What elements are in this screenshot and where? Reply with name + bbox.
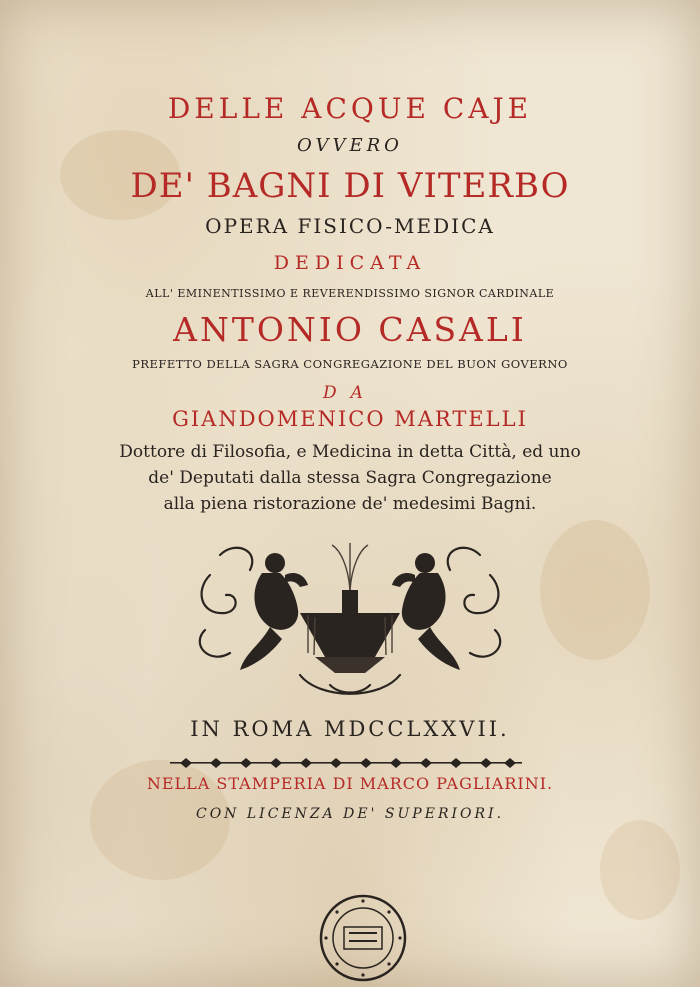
dedicatee-name: ANTONIO CASALI [173, 310, 527, 349]
imprint-printer: NELLA STAMPERIA DI MARCO PAGLIARINI. [146, 774, 554, 793]
subtitle: OPERA FISICO-MEDICA [205, 214, 495, 238]
author-description-line: Dottore di Filosofia, e Medicina in detta Città, ed uno [119, 442, 581, 462]
dedication-heading: DEDICATA [273, 252, 427, 274]
author-description-line: alla piena ristorazione de' medesimi Bagni. [163, 494, 537, 514]
author-preposition: DA [323, 383, 377, 403]
author-name: GIANDOMENICO MARTELLI [172, 407, 528, 431]
dedication-line: ALL' EMINENTISSIMO E REVERENDISSIMO SIGNOR CARDINALE [145, 287, 555, 300]
ornament-rule-icon [170, 757, 522, 769]
foxing-stain [540, 520, 650, 660]
dedicatee-office: PREFETTO DELLA SAGRA CONGREGAZIONE DEL BUON GOVERNO [132, 357, 568, 371]
library-stamp-icon [318, 893, 408, 983]
foxing-stain [600, 820, 680, 920]
title-conjunction: OVVERO [297, 135, 403, 156]
imprint-license: CON LICENZA DE' SUPERIORI. [195, 806, 505, 822]
title-line-1: DELLE ACQUE CAJE [167, 92, 533, 125]
author-description-line: de' Deputati dalla stessa Sagra Congregazione [148, 468, 552, 488]
title-line-2: DE' BAGNI DI VITERBO [130, 166, 570, 206]
fountain-vignette-icon [190, 535, 510, 700]
imprint-place-date: IN ROMA MDCCLXXVII. [190, 717, 510, 741]
